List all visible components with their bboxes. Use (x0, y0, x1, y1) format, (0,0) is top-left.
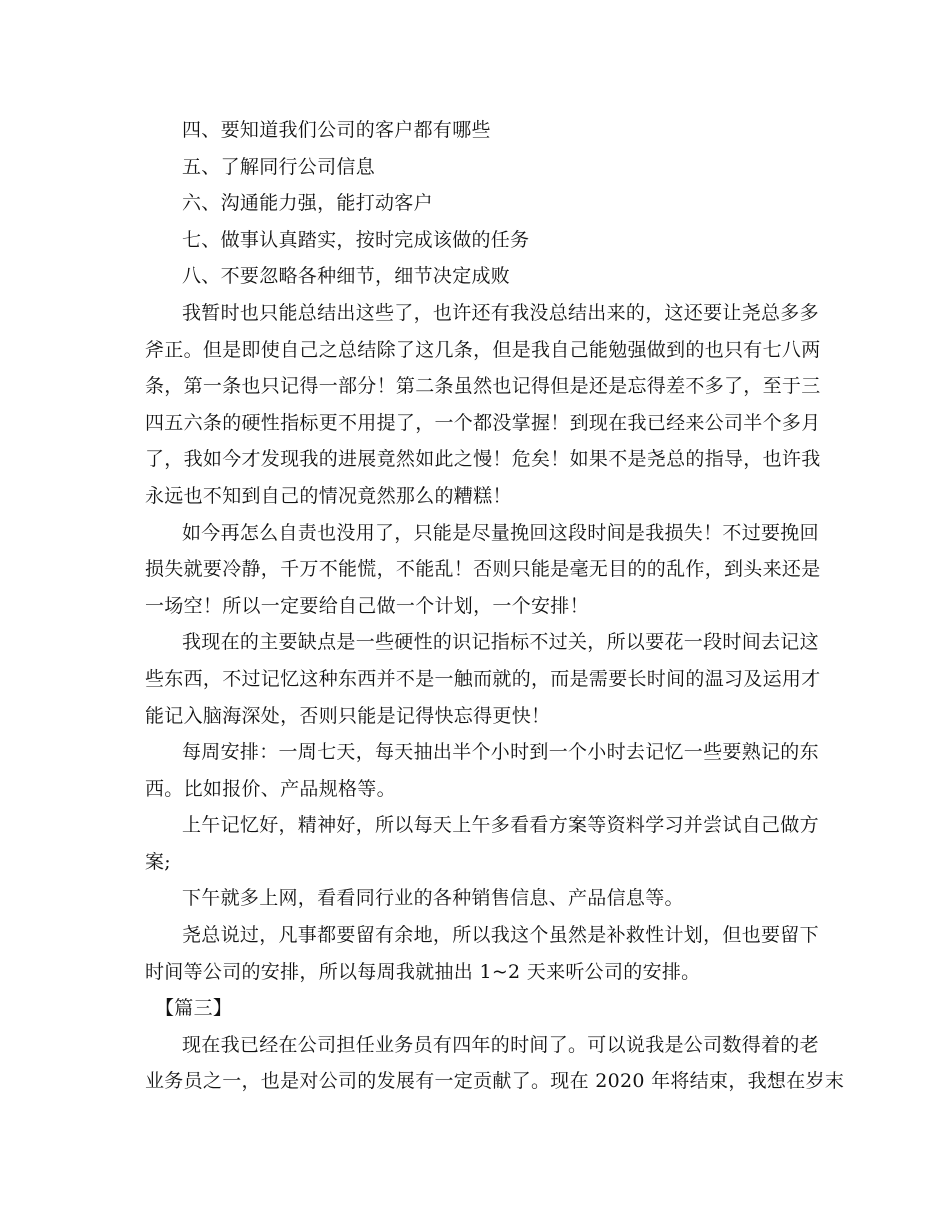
paragraph-line: 现在我已经在公司担任业务员有四年的时间了。可以说我是公司数得着的老 (182, 1033, 819, 1056)
paragraph-line: 一场空！所以一定要给自己做一个计划，一个安排！ (145, 594, 589, 617)
document-body (145, 112, 845, 1100)
paragraph-line: 斧正。但是即使自己之总结除了这几条，但是我自己能勉强做到的也只有七八两 (145, 338, 821, 361)
paragraph-line: 条，第一条也只记得一部分！第二条虽然也记得但是还是忘得差不多了，至于三 (145, 375, 821, 398)
paragraph-line: 我现在的主要缺点是一些硬性的识记指标不过关，所以要花一段时间去记这 (182, 631, 819, 654)
paragraph-line: 业务员之一，也是对公司的发展有一定贡献了。现在 2020 年将结束，我想在岁末 (145, 1070, 845, 1093)
paragraph-line: 每周安排：一周七天，每天抽出半个小时到一个小时去记忆一些要熟记的东 (182, 741, 819, 764)
paragraph-line: 能记入脑海深处，否则只能是记得快忘得更快！ (145, 704, 551, 727)
paragraph-line: 永远也不知到自己的情况竟然那么的糟糕！ (145, 484, 512, 507)
list-item-8: 八、不要忽略各种细节，细节决定成败 (182, 265, 511, 288)
paragraph-line: 尧总说过，凡事都要留有余地，所以我这个虽然是补救性计划，但也要留下 (182, 924, 819, 947)
paragraph-line: 西。比如报价、产品规格等。 (145, 777, 396, 800)
paragraph-line: 时间等公司的安排，所以每周我就抽出 1~2 天来听公司的安排。 (145, 960, 701, 983)
paragraph-line: 下午就多上网，看看同行业的各种销售信息、产品信息等。 (182, 887, 684, 910)
paragraph-line: 四五六条的硬性指标更不用提了，一个都没掌握！到现在我已经来公司半个多月 (145, 411, 821, 434)
paragraph-line: 些东西，不过记忆这种东西并不是一触而就的，而是需要长时间的温习及运用才 (145, 667, 821, 690)
paragraph-line: 案; (145, 850, 172, 873)
list-item-6: 六、沟通能力强，能打动客户 (182, 192, 433, 215)
section-heading: 【篇三】 (155, 997, 233, 1020)
paragraph-line: 如今再怎么自责也没用了，只能是尽量挽回这段时间是我损失！不过要挽回 (182, 521, 819, 544)
paragraph-line: 损失就要冷静，千万不能慌，不能乱！否则只能是毫无目的的乱作，到头来还是 (145, 558, 821, 581)
paragraph-line: 上午记忆好，精神好，所以每天上午多看看方案等资料学习并尝试自己做方 (182, 814, 819, 837)
paragraph-line: 我暂时也只能总结出这些了，也许还有我没总结出来的，这还要让尧总多多 (182, 301, 819, 324)
list-item-5: 五、了解同行公司信息 (182, 155, 376, 178)
list-item-4: 四、要知道我们公司的客户都有哪些 (182, 119, 491, 141)
paragraph-line: 了，我如今才发现我的进展竟然如此之慢！危矣！如果不是尧总的指导，也许我 (145, 448, 821, 471)
list-item-7: 七、做事认真踏实，按时完成该做的任务 (182, 228, 530, 251)
